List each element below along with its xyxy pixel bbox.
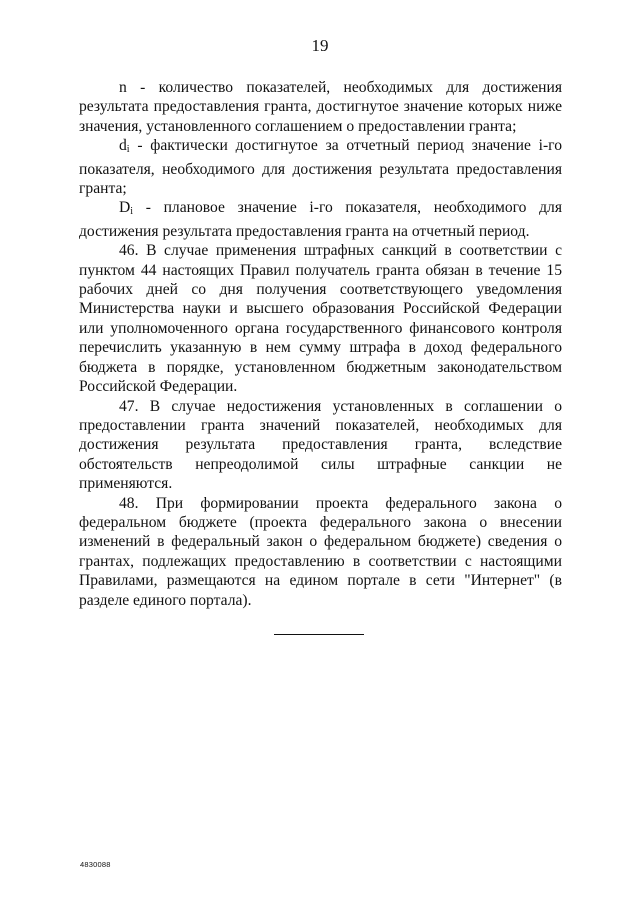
paragraph-47: 47. В случае недостижения установленных в соглашении о предоставлении гранта значений показателей, необходимых для достижения результата предоставления гранта, вследствие обстоятельств непреодолимой силы штрафные санкции не применяются. bbox=[79, 397, 562, 493]
paragraph-text: - плановое значение i-го показателя, необходимого для достижения результата предоставления гранта на отчетный период. bbox=[79, 199, 562, 240]
paragraph-text: - количество показателей, необходимых для достижения результата предоставления гранта, достигнутое значение которых ниже значения, установленного соглашением о предоставлении гранта; bbox=[79, 79, 562, 135]
symbol-d: d bbox=[119, 137, 127, 155]
closing-divider bbox=[274, 634, 364, 635]
paragraph-definition-di bbox=[79, 136, 562, 198]
document-code: 4830088 bbox=[80, 860, 111, 869]
paragraph-definition-Di bbox=[79, 198, 562, 241]
subscript-i: i bbox=[130, 206, 134, 218]
paragraph-48: 48. При формировании проекта федерального закона о федеральном бюджете (проекта федерального закона о внесении изменений в федеральный закон о федеральном бюджете) сведения о грантах, подлежащих предоставлению в соответствии с настоящими Правилами, размещаются на едином портале в сети "Интернет" (в разделе единого портала). bbox=[79, 494, 562, 609]
paragraph-text: - фактически достигнутое за отчетный период значение i-го показателя, необходимого для достижения результата предоставления гранта; bbox=[79, 137, 562, 198]
paragraph-46: 46. В случае применения штрафных санкций в соответствии с пунктом 44 настоящих Правил получатель гранта обязан в течение 15 рабочих дней со дня получения соответствующего уведомления Министерства науки и высшего образования Российской Федерации или уполномоченного органа государственного финансового контроля перечислить указанную в нем сумму штрафа в доход федерального бюджета в порядке, установленном бюджетным законодательством Российской Федерации. bbox=[79, 242, 562, 396]
subscript-i: i bbox=[126, 144, 130, 156]
page-number: 19 bbox=[311, 36, 329, 55]
symbol-n: n bbox=[119, 79, 127, 96]
document-body bbox=[79, 78, 562, 610]
paragraph-definition-n bbox=[79, 78, 562, 136]
symbol-D: D bbox=[119, 199, 131, 217]
